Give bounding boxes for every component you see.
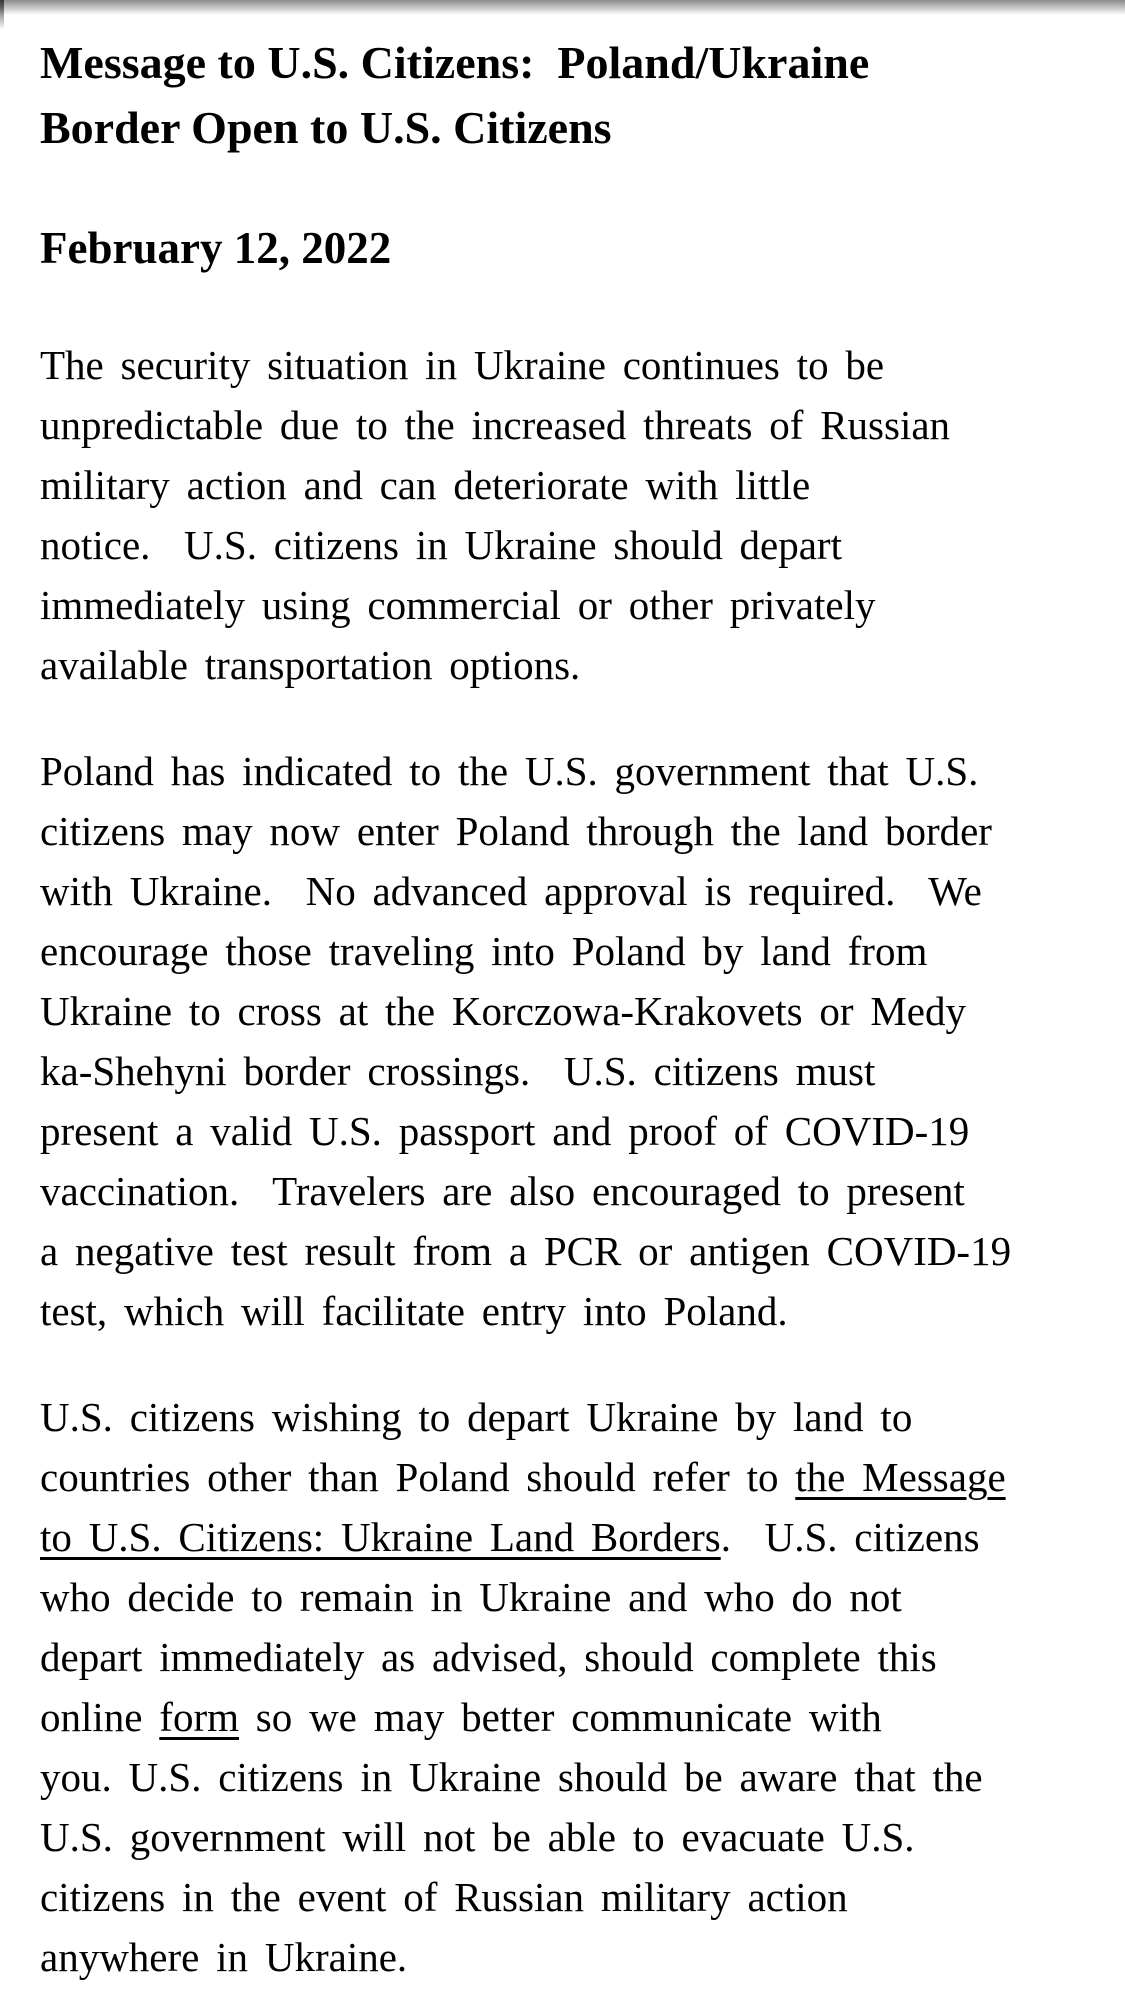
text-segment: vaccination. Travelers are also encouraged to present [40,1168,965,1214]
text-line [40,635,1107,695]
text-segment: ka-Shehyni border crossings. U.S. citizens must [40,1048,876,1094]
top-left-corner-shadow [0,0,4,30]
text-line [40,1101,1107,1161]
text-line [40,861,1107,921]
text-line [40,455,1107,515]
text-line [40,1041,1107,1101]
text-line [40,1281,1107,1341]
text-segment: countries other than Poland should refer to [40,1454,796,1500]
text-line [40,1927,1107,1987]
link-message-us-citizens-ukraine-land-borders[interactable]: the Message [795,1454,1006,1500]
top-edge-shadow [0,0,1125,15]
text-line [40,95,1107,160]
text-segment: U.S. citizens wishing to depart Ukraine by land to [40,1394,913,1440]
text-line [40,921,1107,981]
text-line [40,1567,1107,1627]
text-segment: with Ukraine. No advanced approval is required. We [40,868,982,914]
text-segment: military action and can deteriorate with little [40,462,811,508]
text-line [40,1221,1107,1281]
text-line [40,515,1107,575]
text-segment: depart immediately as advised, should complete this [40,1634,937,1680]
text-segment: Poland has indicated to the U.S. government that U.S. [40,748,979,794]
text-segment: who decide to remain in Ukraine and who do not [40,1574,902,1620]
text-line [40,1507,1107,1567]
text-segment: citizens may now enter Poland through the land border [40,808,992,854]
text-segment: present a valid U.S. passport and proof of COVID-19 [40,1108,970,1154]
text-segment: unpredictable due to the increased threats of Russian [40,402,951,448]
text-segment: notice. U.S. citizens in Ukraine should depart [40,522,842,568]
text-line [40,1747,1107,1807]
text-segment: online [40,1694,160,1740]
text-line [40,1447,1107,1507]
text-segment: . U.S. citizens [720,1514,980,1560]
text-segment: Ukraine to cross at the Korczowa-Krakovets or Medy [40,988,966,1034]
paragraph-depart-options [40,1387,1107,1987]
document-content [0,30,1125,1987]
link-message-us-citizens-ukraine-land-borders[interactable]: to U.S. Citizens: Ukraine Land Borders [40,1514,721,1560]
text-line [40,1807,1107,1867]
text-line [40,335,1107,395]
text-segment: so we may better communicate with [239,1694,882,1740]
text-line [40,395,1107,455]
link-online-form[interactable]: form [159,1694,239,1740]
text-line [40,1687,1107,1747]
text-line [40,575,1107,635]
text-segment: available transportation options. [40,642,581,688]
text-segment: test, which will facilitate entry into Poland. [40,1288,788,1334]
paragraph-poland-border [40,741,1107,1341]
text-segment: The security situation in Ukraine continues to be [40,342,885,388]
document-date: February 12, 2022 [40,223,392,273]
page-title [40,30,1107,160]
text-segment: immediately using commercial or other privately [40,582,876,628]
text-segment: encourage those traveling into Poland by land from [40,928,928,974]
text-line [40,1867,1107,1927]
text-segment: Message to U.S. Citizens: Poland/Ukraine [40,37,870,88]
text-line [40,1627,1107,1687]
text-segment: U.S. government will not be able to evacuate U.S. [40,1814,915,1860]
text-segment: you. U.S. citizens in Ukraine should be aware that the [40,1754,983,1800]
text-line [40,30,1107,95]
text-segment: anywhere in Ukraine. [40,1934,408,1980]
text-line [40,741,1107,801]
text-segment: a negative test result from a PCR or antigen COVID-19 [40,1228,1012,1274]
text-line [40,801,1107,861]
text-segment: Border Open to U.S. Citizens [40,102,612,153]
text-line [40,1387,1107,1447]
text-line [40,1161,1107,1221]
paragraph-security-situation [40,335,1107,695]
text-line [40,981,1107,1041]
text-segment: citizens in the event of Russian military action [40,1874,848,1920]
